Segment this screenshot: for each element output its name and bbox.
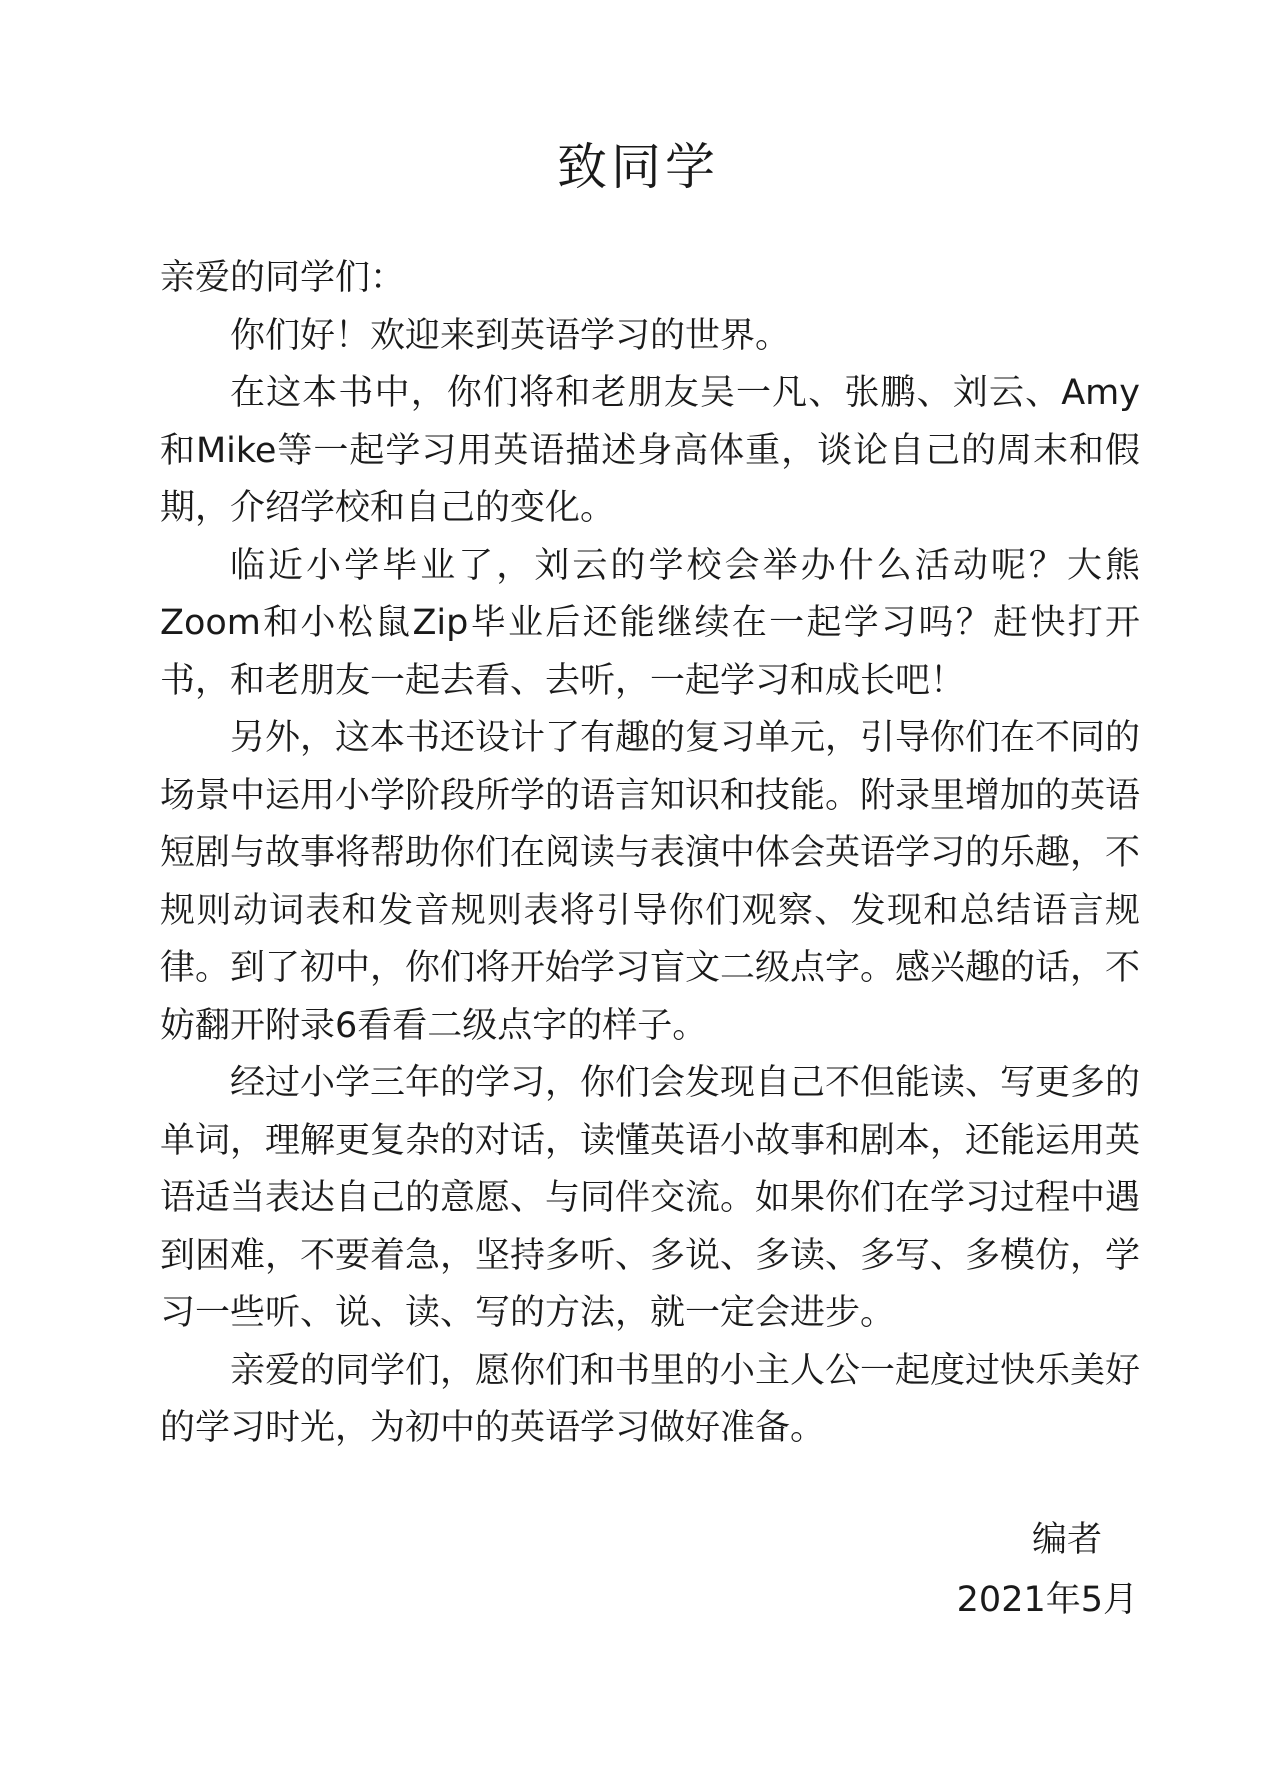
salutation: 亲爱的同学们：: [160, 258, 406, 298]
page-title: 致同学: [557, 138, 719, 196]
paragraph-closing: 亲爱的同学们，愿你们和书里的小主人公一起度过快乐美好的学习时光，为初中的英语学习做好准备。: [160, 1350, 1141, 1448]
paragraph-review-units: 另外，这本书还设计了有趣的复习单元，引导你们在不同的场景中运用小学阶段所学的语言知识和技能。附录里增加的英语短剧与故事将帮助你们在阅读与表演中体会英语学习的乐趣，不规则动词表和发音规则表将引导你们观察、发现和总结语言规律。到了初中，你们将开始学习盲文二级点字。感兴趣的话，不妨翻开附录6看看二级点字的样子。: [160, 718, 1141, 1046]
signature-block: [957, 1510, 1138, 1630]
signature-date: 2021年5月: [956, 1580, 1138, 1620]
paragraph-book-content: 在这本书中，你们将和老朋友吴一凡、张鹏、刘云、Amy和Mike等一起学习用英语描述身高体重，谈论自己的周末和假期，介绍学校和自己的变化。: [160, 373, 1140, 528]
signature-author: 编者: [1031, 1520, 1102, 1560]
paragraph-graduation: 临近小学毕业了，刘云的学校会举办什么活动呢？大熊Zoom和小松鼠Zip毕业后还能继续在一起学习吗？赶快打开书，和老朋友一起去看、去听，一起学习和成长吧！: [160, 545, 1140, 701]
paragraph-progress: 经过小学三年的学习，你们会发现自己不但能读、写更多的单词，理解更复杂的对话，读懂英语小故事和剧本，还能运用英语适当表达自己的意愿、与同伴交流。如果你们在学习过程中遇到困难，不要着急，坚持多听、多说、多读、多写、多模仿，学习一些听、说、读、写的方法，就一定会进步。: [160, 1063, 1141, 1333]
paragraph-greeting: 你们好！欢迎来到英语学习的世界。: [230, 315, 791, 356]
letter-body: [160, 250, 1140, 1458]
